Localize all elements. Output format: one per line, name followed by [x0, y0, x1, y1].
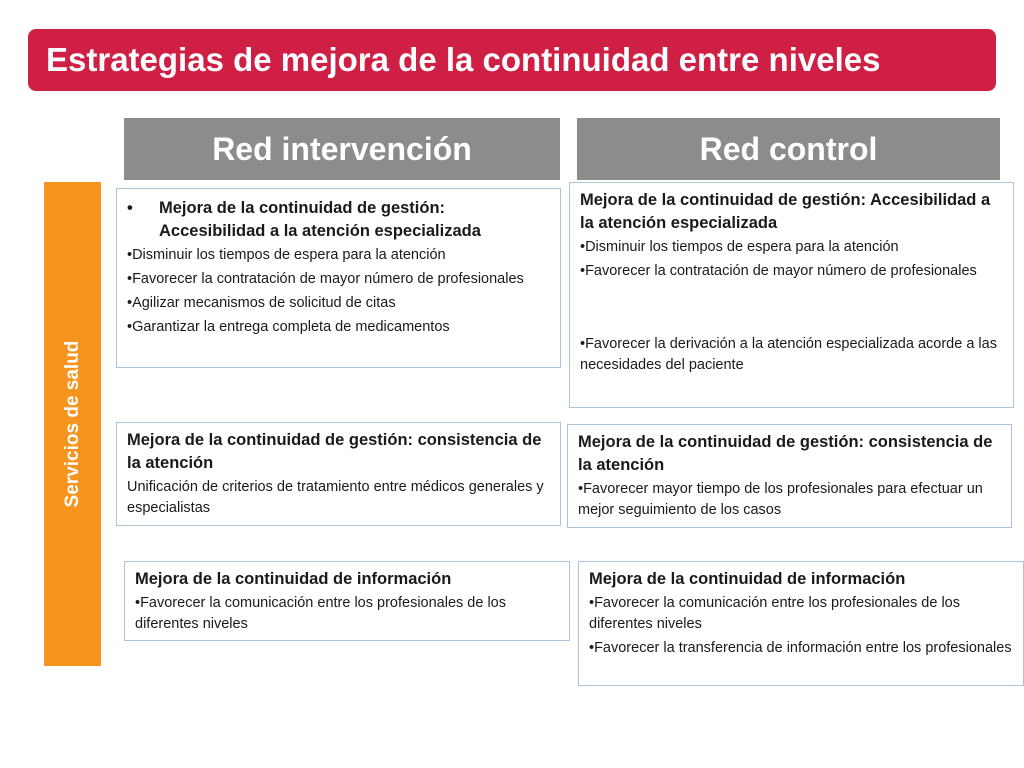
- column-header-control: Red control: [577, 118, 1000, 180]
- box-heading: Mejora de la continuidad de gestión: Accesibilidad a la atención especializada: [159, 199, 481, 240]
- list-item: •Favorecer la contratación de mayor número de profesionales: [127, 271, 524, 287]
- bullet: •: [127, 199, 133, 217]
- box-control-informacion: [578, 561, 1024, 686]
- box-control-gestion-accesibilidad: [569, 182, 1014, 408]
- list-item: •Agilizar mecanismos de solicitud de citas: [127, 295, 396, 311]
- title-banner: [28, 29, 996, 91]
- list-item: Unificación de criterios de tratamiento entre médicos generales y especialistas: [127, 479, 544, 516]
- box-heading: Mejora de la continuidad de información: [589, 570, 906, 588]
- list-item: •Disminuir los tiempos de espera para la atención: [580, 239, 899, 255]
- box-intervencion-gestion-consistencia: [116, 422, 561, 526]
- box-heading: Mejora de la continuidad de gestión: Accesibilidad a la atención especializada: [580, 191, 991, 232]
- list-item: •Favorecer la comunicación entre los profesionales de los diferentes niveles: [589, 595, 960, 632]
- list-item: •Disminuir los tiempos de espera para la atención: [127, 247, 446, 263]
- box-control-gestion-consistencia: [567, 424, 1012, 528]
- page-title: Estrategias de mejora de la continuidad entre niveles: [46, 41, 881, 78]
- list-item: •Favorecer la derivación a la atención especializada acorde a las necesidades del paciente: [580, 336, 997, 373]
- list-item: •Favorecer la comunicación entre los profesionales de los diferentes niveles: [135, 595, 506, 632]
- box-heading: Mejora de la continuidad de gestión: consistencia de la atención: [127, 431, 542, 472]
- column-header-intervencion: Red intervención: [124, 118, 560, 180]
- side-label: Servicios de salud: [61, 340, 83, 508]
- box-heading: Mejora de la continuidad de gestión: consistencia de la atención: [578, 433, 993, 474]
- box-heading: Mejora de la continuidad de información: [135, 570, 452, 588]
- list-item: •Favorecer mayor tiempo de los profesionales para efectuar un mejor seguimiento de los casos: [578, 481, 983, 518]
- side-label-bar: [44, 182, 101, 666]
- list-item: •Favorecer la transferencia de información entre los profesionales: [589, 640, 1012, 656]
- box-intervencion-gestion-accesibilidad: [116, 188, 561, 368]
- list-item: •Garantizar la entrega completa de medicamentos: [127, 319, 450, 335]
- list-item: •Favorecer la contratación de mayor número de profesionales: [580, 263, 977, 279]
- box-intervencion-informacion: [124, 561, 570, 641]
